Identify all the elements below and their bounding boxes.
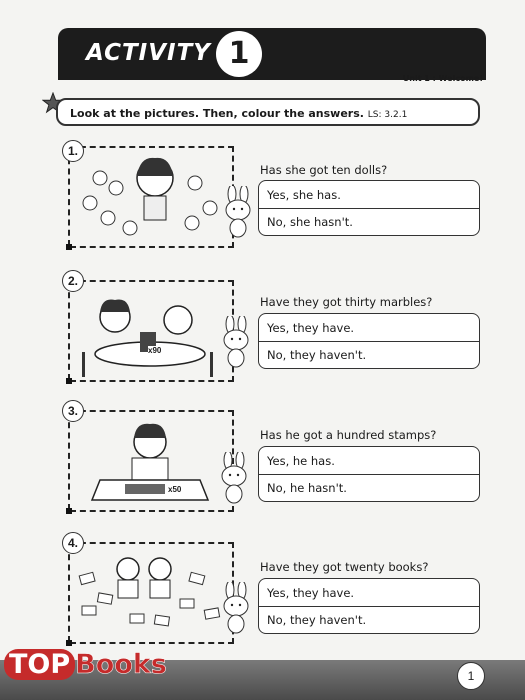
children-with-books-illustration — [70, 544, 230, 642]
stamp-count-tag: x50 — [168, 485, 182, 494]
answer-box-3 — [258, 446, 480, 502]
picture-frame-2 — [70, 280, 234, 382]
logo-top: TOP — [4, 649, 75, 680]
item-number-4: 4. — [62, 532, 84, 554]
logo-books: Books — [75, 649, 167, 680]
activity-number: 1 — [216, 31, 262, 77]
picture-frame-3 — [70, 410, 234, 512]
children-with-marbles-illustration — [70, 282, 230, 380]
topbooks-logo — [4, 649, 167, 680]
page-number: 1 — [457, 662, 485, 690]
bunny-icon — [220, 186, 256, 238]
bunny-icon — [216, 452, 252, 504]
item-number-1: 1. — [62, 140, 84, 162]
question-4: Have they got twenty books? — [260, 560, 429, 574]
answer-option-1a[interactable]: Yes, she has. — [267, 188, 341, 202]
answer-box-1 — [258, 180, 480, 236]
answer-box-4 — [258, 578, 480, 634]
instruction-text: Look at the pictures. Then, colour the answers. — [70, 107, 364, 120]
answer-box-2 — [258, 313, 480, 369]
bunny-icon — [218, 582, 254, 634]
item-number-3: 3. — [62, 400, 84, 422]
answer-option-2b[interactable]: No, they haven't. — [267, 348, 367, 362]
marble-count-tag: x90 — [148, 346, 162, 355]
picture-frame-4 — [70, 542, 234, 644]
bunny-icon — [218, 316, 254, 368]
answer-option-3b[interactable]: No, he hasn't. — [267, 481, 347, 495]
question-1: Has she got ten dolls? — [260, 163, 388, 177]
instruction-box — [56, 98, 480, 126]
answer-option-3a[interactable]: Yes, he has. — [267, 454, 335, 468]
picture-frame-1 — [70, 146, 234, 248]
question-3: Has he got a hundred stamps? — [260, 428, 437, 442]
activity-title: ACTIVITY — [86, 40, 211, 66]
boy-with-stamps-illustration — [70, 412, 230, 510]
item-number-2: 2. — [62, 270, 84, 292]
answer-option-1b[interactable]: No, she hasn't. — [267, 215, 353, 229]
answer-option-4a[interactable]: Yes, they have. — [267, 586, 355, 600]
standard-code: LS: 3.2.1 — [367, 110, 408, 120]
activity-banner — [58, 28, 486, 80]
girl-with-dolls-illustration — [70, 148, 230, 246]
answer-option-4b[interactable]: No, they haven't. — [267, 613, 367, 627]
answer-option-2a[interactable]: Yes, they have. — [267, 321, 355, 335]
unit-label: Unit 1 : Welcome! — [402, 74, 483, 83]
question-2: Have they got thirty marbles? — [260, 295, 433, 309]
